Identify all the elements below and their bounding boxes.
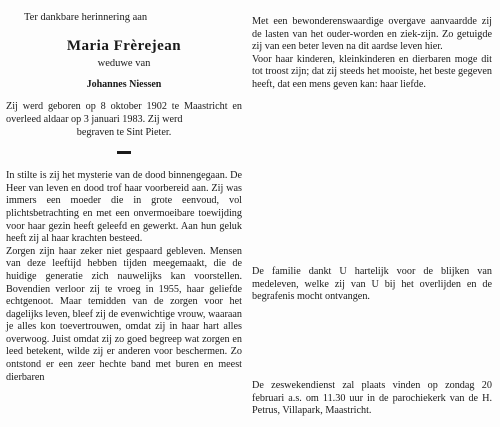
separator-dash — [117, 151, 131, 154]
mass-block — [252, 380, 492, 418]
right-paragraph-1: Met een bewonderenswaardige overgave aanvaardde zij de lasten van het ouder-worden en ziek-zijn. Zo getuigde zij van een beter leven na dit aardse leven hier. — [252, 16, 492, 53]
deceased-name: Maria Frèrejean — [66, 37, 182, 54]
left-paragraph-1: In stilte is zij het mysterie van de dood binnengegaan. De Heer van leven en dood trof haar voorbereid aan. Zij was immers een moeder die in grote eenvoud, vol plichtsbetrachting en met een onvermoeibare toewijding voor haar gezin heeft geleefd en gewerkt. Aan hun geluk heeft zij al haar krachten besteed. — [6, 170, 242, 245]
left-column — [6, 12, 242, 384]
widow-label: weduwe van — [97, 58, 151, 70]
left-paragraph-2: Zorgen zijn haar zeker niet gespaard gebleven. Mensen van deze leeftijd hebben tijden meegemaakt, die de huidige generatie zich nauwelijks kan voorstellen. Bovendien verloor zij te vroeg in 1955, haar geliefde echtgenoot. Maar temidden van de zorgen voor het dagelijks leven, bleef zij de evenwichtige vrouw, waaraan je alles kon toevertrouwen, omdat zij in haar hart alles overwoog. Juist omdat zij zo goed begreep wat zorgen en leed betekent, wilde zij er anderen voor beschermen. Zo ontstond er een zeer hechte band met buren en meest dierbaren — [6, 245, 242, 383]
birth-text: Zij werd geboren op 8 oktober 1902 te Maastricht en overleed aldaar op 3 januari 1983. Zij werd — [6, 101, 242, 125]
right-paragraph-2: Voor haar kinderen, kleinkinderen en dierbaren moge dit tot troost zijn; dat zij steeds het mooiste, het beste gegeven heeft, dat een mens geven kan: haar liefde. — [252, 53, 492, 90]
right-column — [252, 16, 492, 417]
mass-text: De zeswekendienst zal plaats vinden op zondag 20 februari a.s. om 11.30 uur in de parochiekerk van de H. Petrus, Villapark, Maastricht. — [252, 380, 492, 417]
husband-name: Johannes Niessen — [86, 78, 162, 90]
intro-text: Ter dankbare herinnering aan — [24, 12, 148, 23]
burial-text: begraven te Sint Pieter. — [76, 126, 172, 138]
thanks-block — [252, 266, 492, 304]
thanks-text: De familie dankt U hartelijk voor de blijken van medeleven, welke zij van U bij het overlijden en de begrafenis mocht ontvangen. — [252, 266, 492, 303]
